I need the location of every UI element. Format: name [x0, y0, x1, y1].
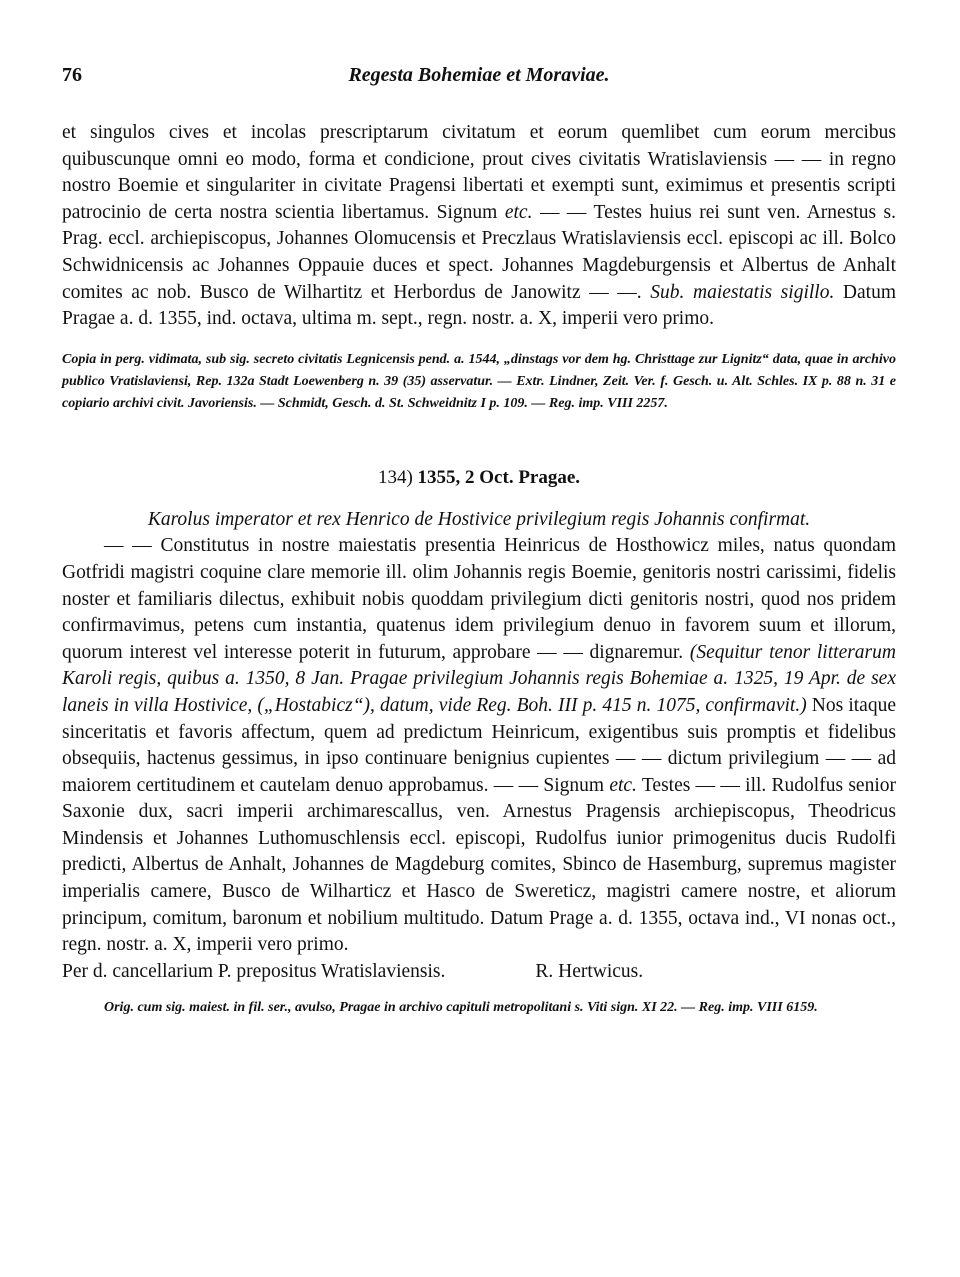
doc134-etc: etc.: [609, 774, 637, 796]
doc133-text: [62, 120, 896, 333]
doc134-date: 1355, 2 Oct. Pragae.: [417, 466, 581, 488]
page-number: 76: [62, 64, 82, 86]
doc133-etc: etc.: [504, 201, 533, 223]
doc134-text: [62, 533, 896, 959]
running-title: Regesta Bohemiae et Moraviae.: [348, 64, 610, 86]
doc133-text-part2: — — Testes huius rei sunt ven. Arnestus s. Prag. eccl. archiepiscopus, Johannes Olomucensis et Preczlaus Wratislaviensis eccl. episcopi ac ill. Bolco Schwidnicensis ac Johannes Oppauie duces et spect. Johannes Magdeburgensis et Albertus de Anhalt comites ac nob. Busco de Wilhartitz et Herbordus de Janowitz — —.: [62, 201, 897, 303]
doc134-text-part-c: Testes — — ill. Rudolfus senior Saxonie dux, sacri imperii archimarescallus, ven. Arnestus Pragensis archiepiscopus, Theodricus Mindensis et Johannes Luthomuschlensis eccl. episcopi, Rudolfus iunior primogenitus ducis Rudolfi predicti, Albertus de Anhalt, Johannes de Magdeburg comites, Sbinco de Hasemburg, supremus magister imperialis camere, Busco de Wilharticz et Hasco de Swereticz, magistri camere nostre, et aliorum principum, comitum, baronum et nobilium multitudo. Datum Prage a. d. 1355, octava ind., VI nonas oct., regn. nostr. a. X, imperii vero primo.: [62, 774, 896, 956]
doc134-text-part-a: — — Constitutus in nostre maiestatis presentia Heinricus de Hosthowicz miles, natus quondam Gotfridi magistri coquine clare memorie ill. olim Johannis regis Boemie, genitoris nostri carissimi, fidelis noster et familiaris dilectus, exhibuit nobis quoddam privilegium dicti genitoris nostri, quod nos pridem confirmavimus, petens cum instantia, quatenus idem privilegium denuo in favorem suum et illorum, quorum interest vel interesse poterit in futurum, approbare — — dignaremur.: [62, 535, 896, 663]
doc134-chancery-line: [62, 959, 896, 986]
doc134-source-note: Orig. cum sig. maiest. in fil. ser., avulso, Pragae in archivo capituli metropolitani s. Viti sign. XI 22. — Reg. imp. VIII 6159.: [104, 1000, 818, 1016]
doc134-text-part-b: Nos itaque sinceritatis et favoris affectum, quem ad predictum Heinricum, exigentibus suis promptis et fidelibus obsequiis, hactenus gessimus, in ipso continuare benignius cupientes — — dictum privilegium — — ad maiorem certitudinem et cautelam denuo approbamus. — — Signum: [62, 694, 896, 796]
doc134-summary: Karolus imperator et rex Henrico de Hostivice privilegium regis Johannis confirmat.: [147, 508, 811, 530]
doc133-text-part1: et singulos cives et incolas prescriptarum civitatum et eorum quemlibet cum eorum mercibus quibuscunque omni eo modo, forma et condicione, prout cives civitatis Wratislaviensis — — in regno nostro Boemie et singulariter in civitate Pragensi libertati et exempti sunt, eximimus et presentis scripti patrocinio de certa nostra scientia libertamus. Signum: [62, 122, 896, 223]
doc133-text-part3: Datum Pragae a. d. 1355, ind. octava, ultima m. sept., regn. nostr. a. X, imperii vero primo.: [62, 281, 896, 330]
doc134-heading: [62, 467, 896, 489]
doc133-seal-note: Sub. maiestatis sigillo.: [650, 281, 835, 303]
doc134-scribe: R. Hertwicus.: [535, 960, 644, 982]
doc134-number: 134): [377, 466, 413, 488]
doc133-source-note: Copia in perg. vidimata, sub sig. secreto civitatis Legnicensis pend. a. 1544, „dinstags vor dem hg. Christtage zur Lignitz“ data, quae in archivo publico Vratislaviensi, Rep. 132a Stadt Loewenberg n. 39 (35) asservatur. — Extr. Lindner, Zeit. Ver. f. Gesch. u. Alt. Schles. IX p. 88 n. 31 e copiario archivi civit. Javoriensis. — Schmidt, Gesch. d. St. Schweidnitz I p. 109. — Reg. imp. VIII 2257.: [62, 351, 896, 411]
doc134-chancery-note: Per d. cancellarium P. prepositus Wratislaviensis.: [62, 960, 446, 982]
doc134-inserted-note: (Sequitur tenor litterarum Karoli regis, quibus a. 1350, 8 Jan. Pragae privilegium Johannis regis Bohemiae a. 1325, 19 Apr. de sex laneis in villa Hostivice, („Hostabicz“), datum, vide Reg. Boh. III p. 415 n. 1075, confirmavit.): [62, 641, 896, 716]
page-header: [62, 64, 896, 94]
page: [62, 64, 896, 1019]
